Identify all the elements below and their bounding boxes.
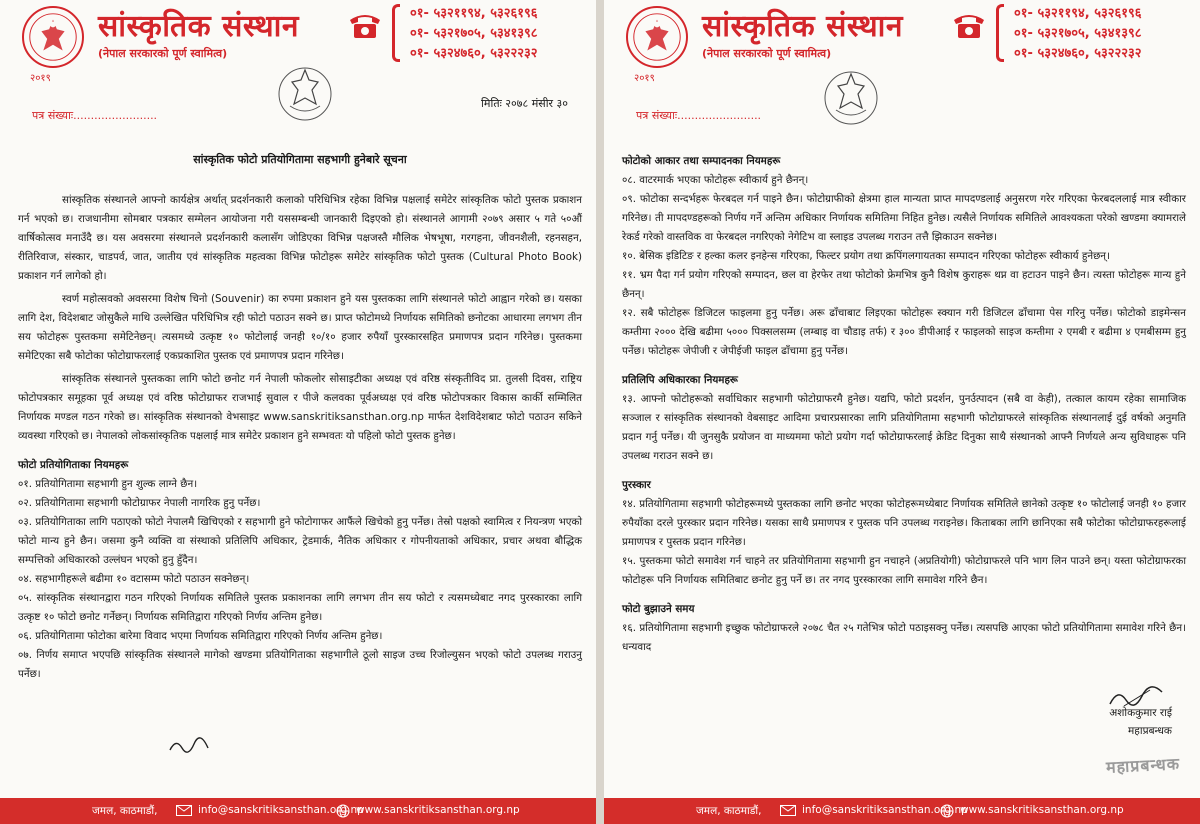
reference-number: पत्र संख्याः........................ <box>32 109 158 122</box>
signatory-title: महाप्रबन्धक <box>1128 725 1172 737</box>
rule-item: ०४. सहभागीहरूले बढीमा १० वटासम्म फोटो पठाउन सक्नेछन्। <box>18 573 250 585</box>
footer-email-link[interactable]: info@sanskritiksansthan.org.np <box>198 804 364 816</box>
phone-line: ०१- ५३२१७०५, ५३४१३९८ <box>1014 26 1142 41</box>
emblem-year: २०१९ <box>30 73 51 84</box>
rule-item: ०५. सांस्कृतिक संस्थानद्वारा गठन गरिएको निर्णायक समितिले पुस्तक प्रकाशनका लागि लगभग तीन सय फोटो र त्यसमध्येबाट नगद पुरस्कारका लागि उत्कृष्ट १० फोटो छनोट गर्नेछन्। निर्णायक समितिद्वारा गरिएको निर्णय अन्तिम हुनेछ। <box>18 592 582 623</box>
rule-item: ०२. प्रतियोगितामा सहभागी फोटोग्राफर नेपाली नागरिक हुनु पर्नेछ। <box>18 497 261 509</box>
phone-numbers <box>410 4 538 64</box>
telephone-icon <box>348 10 382 40</box>
section-heading: प्रतिलिपि अधिकारका नियमहरू <box>622 374 738 386</box>
email-icon <box>780 805 796 816</box>
phone-line: ०१- ५३२११९४, ५३२६१९६ <box>1014 6 1142 21</box>
phone-numbers <box>1014 4 1142 64</box>
organization-name: सांस्कृतिक संस्थान <box>702 9 904 44</box>
rule-item: ०८. वाटरमार्क भएका फोटोहरू स्वीकार्य हुने छैनन्। <box>622 174 809 186</box>
letter-date: मितिः २०७८ मंसीर ३० <box>481 97 568 110</box>
footer-address: जमल, काठमाडौं, <box>696 805 762 817</box>
rule-item: ०१. प्रतियोगितामा सहभागी हुन शुल्क लाग्ने छैन। <box>18 478 198 490</box>
footer-email-link[interactable]: info@sanskritiksansthan.org.np <box>802 804 968 816</box>
footer-address: जमल, काठमाडौं, <box>92 805 158 817</box>
rule-item: ११. भ्रम पैदा गर्न प्रयोग गरिएको सम्पादन, छल वा हेरफेर तथा फोटोको फ्रेमभित्र कुनै विशेष कुराहरू थप्न वा हटाउन पाइने छैन। त्यस्ता फोटोहरू मान्य हुने छैनन्। <box>622 269 1186 300</box>
phone-bracket <box>996 4 1004 62</box>
signatory-name: अशोककुमार राई <box>1109 707 1172 719</box>
notice-paragraph: स्वर्ण महोत्सवको अवसरमा विशेष चिनो (Souvenir) का रुपमा प्रकाशन हुने यस पुस्तकका लागि संस्थानले फोटो आह्वान गरेको छ। यसका लागि देश, विदेशबाट जोसुकैले माथि उल्लेखित परिधिभित्र रही फोटो पठाउन सक्ने छ। प्राप्त फोटोमध्ये निर्णायक समितिको छनोटका आधारमा लगभग तीन सय फोटोहरू पुस्तकमा समेटिनेछन्। त्यसमध्ये उत्कृष्ट १० फोटोलाई जनही १०/१० हजार रुपैयाँ पुरस्कारसहित प्रमाणपत्र प्रदान गरिनेछ। पुस्तकमा समेटिएका सबै फोटोका फोटोग्राफरलाई एकप्रकाशित पुस्तक एवं प्रमाणपत्र प्रदान गरिनेछ। <box>18 293 582 362</box>
rule-item: १०. बेसिक इडिटिङ र हल्का कलर इनहेन्स गरिएका, फिल्टर प्रयोग तथा क्रपिंगलगायतका सम्पादन गरिएका फोटोहरू स्वीकार्य हुनेछन्। <box>622 250 1110 262</box>
section-heading: पुरस्कार <box>622 479 651 491</box>
rule-item: १४. प्रतियोगितामा सहभागी फोटोहरूमध्ये पुस्तकका लागि छनोट भएका फोटोहरूमध्येबाट निर्णायक समितिले छानेको उत्कृष्ट १० फोटोलाई जनही १० हजार रुपैयाँका दरले पुरस्कार प्रदान गरिनेछ। यसका साथै प्रमाणपत्र र पुस्तक पनि उपलब्ध गराइनेछ। किताबका लागि छानिएका सबै फोटोका फोटोग्राफरहरूलाई प्रमाणपत्र र पुस्तक प्रदान गरिनेछ। <box>622 498 1186 548</box>
telephone-icon <box>952 10 986 40</box>
letterhead <box>604 0 1200 92</box>
page-left <box>0 0 596 824</box>
phone-bracket <box>392 4 400 62</box>
organization-subtitle: (नेपाल सरकारको पूर्ण स्वामित्व) <box>98 47 228 60</box>
section-heading: फोटोको आकार तथा सम्पादनका नियमहरू <box>622 155 781 167</box>
phone-line: ०१- ५३२१७०५, ५३४१३९८ <box>410 26 538 41</box>
signature-block <box>1109 704 1172 740</box>
notice-title: सांस्कृतिक फोटो प्रतियोगितामा सहभागी हुनेबारे सूचना <box>193 153 407 166</box>
footer-website-link[interactable]: www.sanskritiksansthan.org.np <box>960 804 1124 816</box>
rule-item: १६. प्रतियोगितामा सहभागी इच्छुक फोटोग्राफरले २०७८ चैत २५ गतेभित्र फोटो पठाइसक्नु पर्नेछ। त्यसपछि आएका फोटो प्रतियोगितामा समावेश गरिने छैन। धन्यवाद <box>622 622 1186 653</box>
rule-item: १५. पुस्तकमा फोटो समावेश गर्न चाहने तर प्रतियोगितामा सहभागी हुन नचाहने (अप्रतियोगी) फोटोग्राफरले पनि भाग लिन पाउने छन्। यस्ता फोटोग्राफरका फोटोहरू पनि निर्णायक समितिबाट छनोट हुनु पर्ने छ। तर नगद पुरस्कारका लागि समावेश गरिने छैन। <box>622 555 1186 586</box>
page-right <box>604 0 1200 824</box>
email-icon <box>176 805 192 816</box>
phone-line: ०१- ५३२४७६०, ५३२२२३२ <box>410 46 538 61</box>
globe-icon <box>940 804 954 818</box>
rule-item: ०६. प्रतियोगितामा फोटोका बारेमा विवाद भएमा निर्णायक समितिद्वारा गरिएको निर्णय अन्तिम हुनेछ। <box>18 630 383 642</box>
dancer-seal-icon <box>270 56 340 126</box>
rule-item: ०३. प्रतियोगिताका लागि पठाएको फोटो नेपालमै खिचिएको र सहभागी हुने फोटोगाफर आफैंले खिचेको हुनु पर्नेछ। तेस्रो पक्षको स्वामित्व र नियन्त्रण भएको फोटो मान्य हुने छैन। जसमा कुनै व्यक्ति वा संस्थाको प्रतिलिपि अधिकार, ट्रेडमार्क, नैतिक अधिकार र गोपनीयताको अधिकार, प्रचार अथवा बौद्धिक सम्पत्तिको अधिकारको उल्लंघन भएको हुनु हुँदैन। <box>18 516 582 566</box>
phone-line: ०१- ५३२४७६०, ५३२२२३२ <box>1014 46 1142 61</box>
organization-name: सांस्कृतिक संस्थान <box>98 9 300 44</box>
rule-item: १२. सबै फोटोहरू डिजिटल फाइलमा हुनु पर्नेछ। अरू ढाँचाबाट लिइएका फोटोहरू स्क्यान गरी डिजिटल ढाँचामा पेस गरिनु पर्नेछ। फोटोको डाइमेन्सन कम्तीमा २००० देखि बढीमा ५००० पिक्सलसम्म (लम्बाइ वा चौडाइ तर्फ) र ३०० डीपीआई र फाइलको साइज कम्तीमा २ एमबी र बढीमा ४ एमबीसम्म हुनु पर्नेछ। फोटोहरू जेपीजी र जेपीईजी फाइल ढाँचामा हुनु पर्नेछ। <box>622 307 1186 357</box>
letterhead-footer <box>604 798 1200 824</box>
notice-paragraph: सांस्कृतिक संस्थानले आफ्नो कार्यक्षेत्र अर्थात् प्रदर्शनकारी कलाको परिधिभित्र रहेका विभिन्न पक्षलाई समेटेर सांस्कृतिक फोटो पुस्तक प्रकाशन गर्न भएको छ। राजधानीमा सोमबार पत्रकार सम्मेलन आयोजना गरी यससम्बन्धी जानकारी दिइएको हो। संस्थानले आगामी २०७९ असार ५ गते ५०औं वार्षिकोत्सव मनाउँदै छ। यस अवसरमा संस्थानले प्रदर्शनकारी कलासँग जोडिएका विभिन्न पक्षजस्तै मौलिक भेषभूषा, गरगहना, जीवनशैली, रहनसहन, रीतिरिवाज, संस्कार, चाडपर्व, जात, जातीय एवं सांस्कृतिक महत्वका विभिन्न फोटोहरू समेटेर सांस्कृतिक फोटो पुस्तक (Cultural Photo Book) प्रकाशन गर्न लागेको हो। <box>18 194 582 282</box>
organization-emblem-icon <box>22 6 84 68</box>
footer-website-link[interactable]: www.sanskritiksansthan.org.np <box>356 804 520 816</box>
rules-body <box>622 152 1186 657</box>
phone-line: ०१- ५३२११९४, ५३२६१९६ <box>410 6 538 21</box>
notice-paragraph: सांस्कृतिक संस्थानले पुस्तकका लागि फोटो छनोट गर्न नेपाली फोकलोर सोसाइटीका अध्यक्ष एवं वरिष्ठ संस्कृतीविद प्रा. तुलसी दिवस, राष्ट्रिय फोटोपत्रकार समूहका पूर्व अध्यक्ष एवं वरिष्ठ फोटोग्राफर राजभाई सुवाल र पीजे कलवका पूर्वअध्यक्ष एवं वरिष्ठ फोटोपत्रकार विकास कार्की सम्मिलित निर्णायक मण्डल गठन गरेको छ। सांस्कृतिक संस्थानको वेभसाइट www.sanskritiksansthan.org.np मार्फत देशविदेशबाट फोटो पठाउन सकिने व्यवस्था गरिएको छ। नेपालको लोकसांस्कृतिक पक्षलाई मात्र समेटेर प्रकाशन हुने सम्भवतः यो पहिलो फोटो पुस्तक हुनेछ। <box>18 373 582 442</box>
rules-heading: फोटो प्रतियोगिताका नियमहरू <box>18 459 129 471</box>
rule-item: १३. आफ्नो फोटोहरूको सर्वाधिकार सहभागी फोटोग्राफरमै हुनेछ। यद्यपि, फोटो प्रदर्शन, पुनर्उत्पादन (सबै वा केही), तत्काल कायम रहेका सामाजिक सञ्जाल र सांस्कृतिक संस्थानको वेबसाइट आदिमा प्रचारप्रसारका लागि प्रतियोगितामा सहभागी फोटोग्राफरले सांस्कृतिक संस्थानलाई दुई वर्षको अनुमति प्रदान गर्नु पर्नेछ। यी जुनसुकै प्रयोजन वा माध्यममा फोटो प्रयोग गर्दा फोटोग्राफरलाई क्रेडिट दिनुका साथै संस्थानको आफ्नै निर्णयले अन्य सुविधाहरू पनि उपलब्ध गराउन सक्ने छ। <box>622 393 1186 462</box>
designation-stamp: महाप्रबन्धक <box>1105 754 1181 777</box>
globe-icon <box>336 804 350 818</box>
rule-item: ०७. निर्णय समाप्त भएपछि सांस्कृतिक संस्थानले मागेको खण्डमा प्रतियोगिताका सहभागीले ठूलो साइज उच्च रिजोल्युसन भएको फोटो उपलब्ध गराउनु पर्नेछ। <box>18 649 582 680</box>
emblem-year: २०१९ <box>634 73 655 84</box>
organization-subtitle: (नेपाल सरकारको पूर्ण स्वामित्व) <box>702 47 832 60</box>
notice-body <box>18 150 582 684</box>
section-heading: फोटो बुझाउने समय <box>622 603 695 615</box>
rule-item: ०९. फोटोका सन्दर्भहरू फेरबदल गर्न पाइने छैन। फोटोग्राफीको क्षेत्रमा हाल मान्यता प्राप्त मापदण्डलाई अनुसरण गरेर गरिएका फेरबदललाई मात्र स्वीकार गरिनेछ। ती मापदण्डहरूको निर्णय गर्ने अन्तिम अधिकार निर्णायक समितिमा निहित हुनेछ। त्यसैले निर्णायक समितिले आवश्यकता परेको खण्डमा क्यामराले रेकर्ड गरेको वास्तविक वा फेरबदल नगरिएको नेगेटिभ वा स्लाइड उपलब्ध गराउन तत्तै झिकाउन सक्नेछ। <box>622 193 1186 243</box>
initials-signature-icon <box>168 736 210 756</box>
reference-number: पत्र संख्याः........................ <box>636 109 762 122</box>
letterhead-footer <box>0 798 596 824</box>
dancer-seal-icon <box>816 60 886 130</box>
organization-emblem-icon <box>626 6 688 68</box>
letterhead <box>0 0 596 92</box>
